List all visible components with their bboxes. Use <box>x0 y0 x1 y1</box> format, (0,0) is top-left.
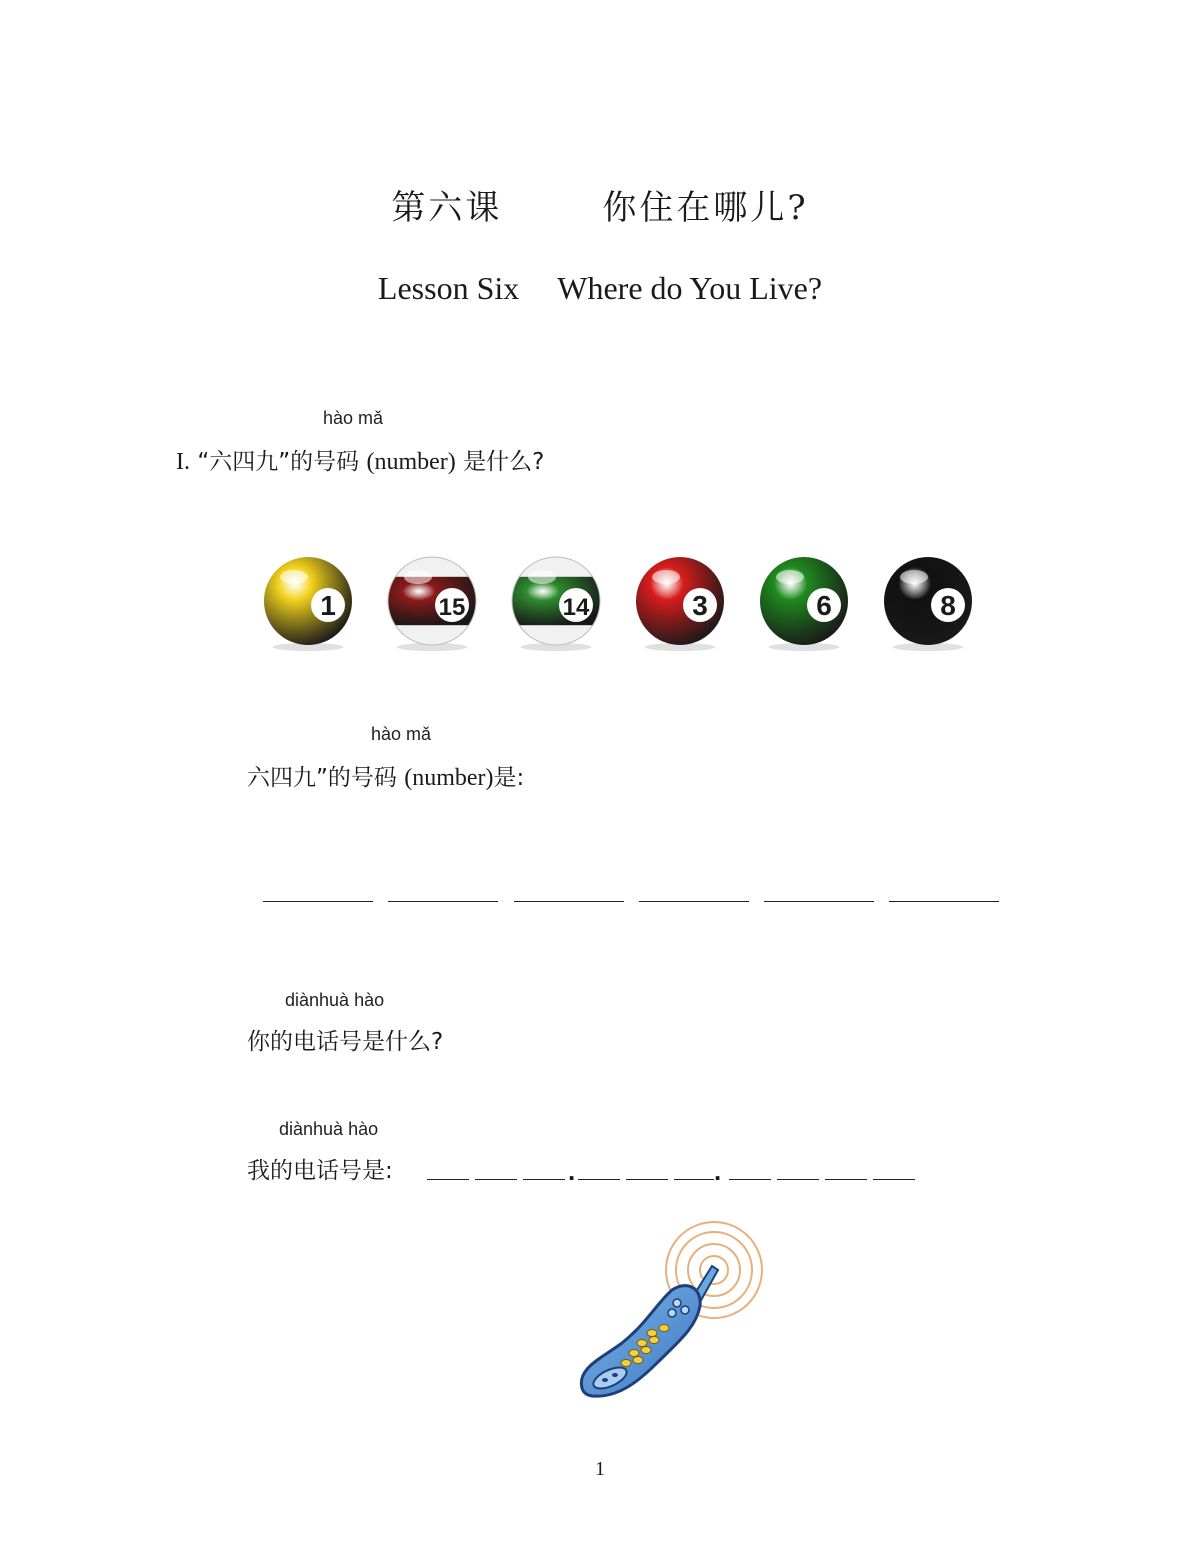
section-numeral: I. <box>176 449 190 475</box>
chinese-topic-label: 你住在哪儿? <box>602 188 809 228</box>
phone-digit-blank[interactable] <box>626 1179 668 1180</box>
answer-blank-2[interactable] <box>388 901 498 902</box>
billiard-ball-8 <box>884 557 972 651</box>
phone-digit-blank[interactable] <box>729 1179 771 1180</box>
phone-digit-blank[interactable] <box>475 1179 517 1180</box>
question-cn-part1: “六四九”的号码 <box>197 449 360 475</box>
answer-blank-4[interactable] <box>639 901 749 902</box>
phone-digit-blank[interactable] <box>825 1179 867 1180</box>
billiard-ball-6 <box>760 557 848 651</box>
answer-blank-5[interactable] <box>764 901 874 902</box>
answer1-prompt <box>247 759 524 792</box>
chinese-lesson-label: 第六课 <box>391 188 503 228</box>
page-number: 1 <box>595 1458 605 1480</box>
ball-number-label: 3 <box>692 590 708 621</box>
answer-blank-6[interactable] <box>889 901 999 902</box>
phone-digit-blank[interactable] <box>427 1179 469 1180</box>
answer1-cn-2: 是: <box>493 765 525 791</box>
billiard-ball-1 <box>264 557 352 651</box>
billiard-ball-15 <box>388 557 476 651</box>
english-title <box>0 270 1200 307</box>
answer1-latin: (number) <box>404 765 494 791</box>
phone-digit-blank[interactable] <box>578 1179 620 1180</box>
english-topic-label: Where do You Live? <box>557 270 823 306</box>
english-lesson-label: Lesson Six <box>377 270 520 306</box>
section1-question <box>176 443 544 476</box>
phone-separator-dot: . <box>714 1156 722 1186</box>
billiard-ball-3 <box>636 557 724 651</box>
question-cn-part2: 是什么? <box>463 449 545 475</box>
section2-pinyin: diànhuà hào <box>285 990 385 1010</box>
chinese-title <box>0 180 1200 229</box>
billiard-balls-illustration <box>262 555 1002 655</box>
billiard-balls-row <box>262 555 1002 655</box>
answer2-prompt: 我的电话号是: <box>247 1158 393 1184</box>
ball-number-label: 1 <box>320 590 336 621</box>
answer1-pinyin: hào mǎ <box>371 724 432 744</box>
answer1-cn: 六四九”的号码 <box>247 765 397 791</box>
phone-digit-blank[interactable] <box>873 1179 915 1180</box>
ball-number-label: 14 <box>562 594 590 621</box>
ball-number-label: 15 <box>438 594 466 621</box>
cell-phone-illustration <box>572 1218 772 1412</box>
ball-number-label: 6 <box>816 590 832 621</box>
answer-blank-3[interactable] <box>514 901 624 902</box>
phone-digit-blank[interactable] <box>777 1179 819 1180</box>
phone-digit-blank[interactable] <box>674 1179 714 1180</box>
phone-separator-dot: . <box>568 1156 576 1186</box>
section2-question: 你的电话号是什么? <box>247 1029 444 1055</box>
phone-digit-blank[interactable] <box>523 1179 565 1180</box>
billiard-ball-14 <box>512 557 600 651</box>
section1-pinyin: hào mǎ <box>323 408 384 428</box>
answer-blank-1[interactable] <box>263 901 373 902</box>
answer2-pinyin: diànhuà hào <box>279 1119 379 1139</box>
question-latin: (number) <box>366 449 456 475</box>
ball-number-label: 8 <box>940 590 956 621</box>
